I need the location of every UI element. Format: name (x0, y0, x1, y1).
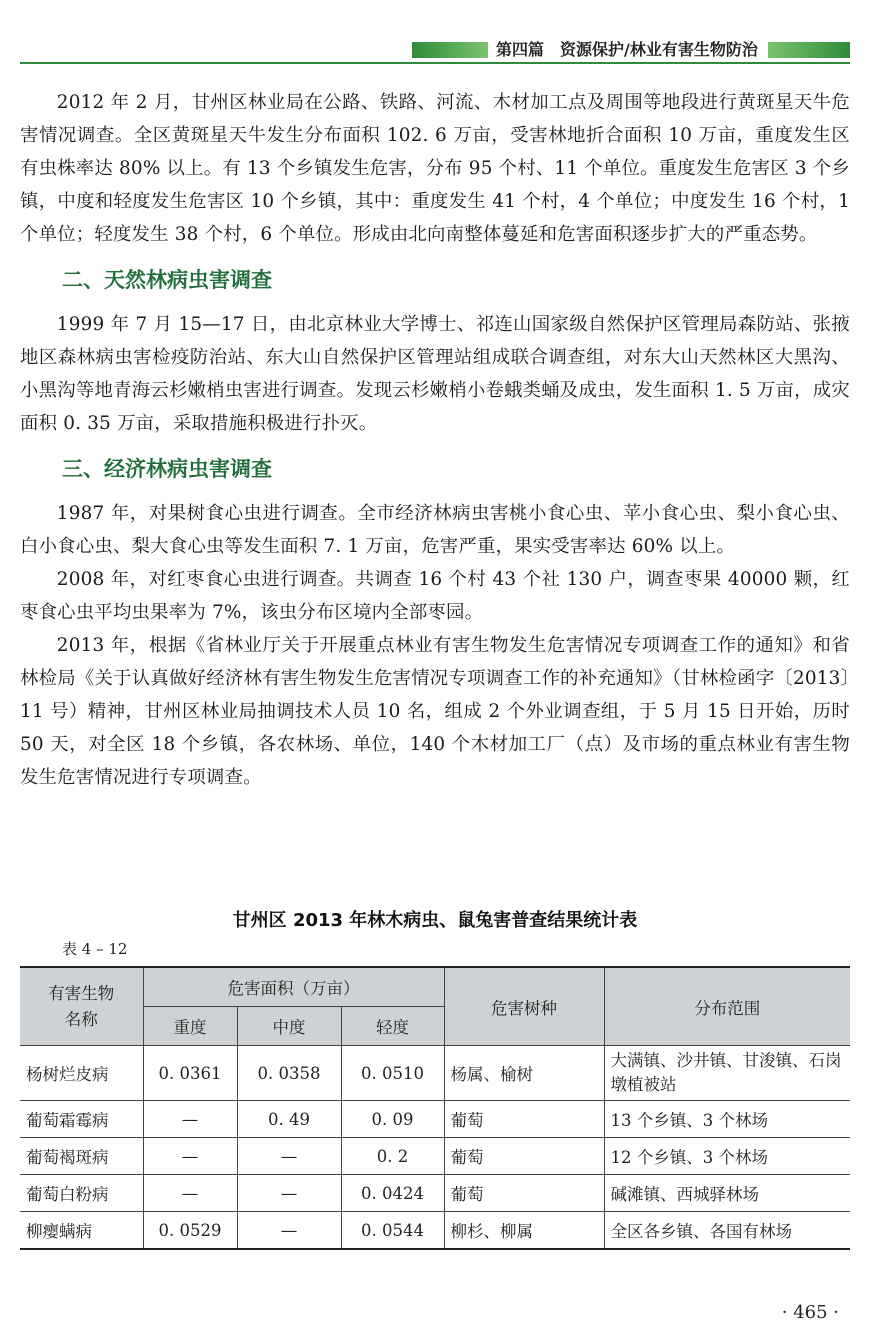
cell-light: 0. 0510 (341, 1046, 444, 1101)
header-moderate: 中度 (237, 1007, 341, 1046)
section-heading-economic-forest: 三、经济林病虫害调查 (62, 457, 272, 481)
cell-severe: — (143, 1101, 237, 1138)
cell-distribution: 碱滩镇、西城驿林场 (604, 1175, 850, 1212)
header-decor-bar-right (768, 42, 850, 58)
header-rule (20, 62, 850, 64)
cell-tree-species: 杨属、榆树 (444, 1046, 604, 1101)
cell-light: 0. 0424 (341, 1175, 444, 1212)
paragraph: 2012 年 2 月，甘州区林业局在公路、铁路、河流、木材加工点及周围等地段进行黄斑星天牛危害情况调查。全区黄斑星天牛发生分布面积 102. 6 万亩，受害林地折合面积 10 万亩，重度发生区有虫株率达 80% 以上。有 13 个乡镇发生危害，分布 95 个村、11 个单位。重度发生危害区 3 个乡镇，中度和轻度发生危害区 10 个乡镇，其中：重度发生 41 个村，4 个单位；中度发生 16 个村，1 个单位；轻度发生 38 个村，6 个单位。形成由北向南整体蔓延和危害面积逐步扩大的严重态势。 (20, 92, 850, 245)
header-light: 轻度 (341, 1007, 444, 1046)
header-decor-bar-left (412, 42, 488, 58)
cell-severe: 0. 0361 (143, 1046, 237, 1101)
cell-distribution: 全区各乡镇、各国有林场 (604, 1212, 850, 1250)
page-number: · 465 · (781, 1302, 839, 1323)
table-row (20, 1101, 850, 1138)
table-row (20, 1212, 850, 1250)
pest-survey-table (20, 966, 850, 1250)
cell-distribution: 大满镇、沙井镇、甘浚镇、石岗墩植被站 (604, 1046, 850, 1101)
header-title: 第四篇 资源保护/林业有害生物防治 (496, 40, 758, 59)
paragraph: 2013 年，根据《省林业厅关于开展重点林业有害生物发生危害情况专项调查工作的通知》和省林检局《关于认真做好经济林有害生物发生危害情况专项调查工作的补充通知》（甘林检函字〔2013〕11 号）精神，甘州区林业局抽调技术人员 10 名，组成 2 个外业调查组，于 5 月 15 日开始，历时 50 天，对全区 18 个乡镇，各农林场、单位，140 个木材加工厂（点）及市场的重点林业有害生物发生危害情况进行专项调查。 (20, 635, 850, 788)
cell-moderate: 0. 0358 (237, 1046, 341, 1101)
cell-moderate: — (237, 1212, 341, 1250)
table-title: 甘州区 2013 年林木病虫、鼠兔害普查结果统计表 (232, 910, 638, 931)
cell-severe: — (143, 1175, 237, 1212)
header-pest-name (20, 967, 143, 1046)
cell-pest-name: 葡萄褐斑病 (20, 1138, 143, 1175)
cell-distribution: 13 个乡镇、3 个林场 (604, 1101, 850, 1138)
section-heading-natural-forest: 二、天然林病虫害调查 (62, 268, 272, 292)
cell-light: 0. 09 (341, 1101, 444, 1138)
cell-light: 0. 0544 (341, 1212, 444, 1250)
header-severe: 重度 (143, 1007, 237, 1046)
table-row (20, 1175, 850, 1212)
paragraph: 1999 年 7 月 15—17 日，由北京林业大学博士、祁连山国家级自然保护区管理局森防站、张掖地区森林病虫害检疫防治站、东大山自然保护区管理站组成联合调查组，对东大山天然林区大黑沟、小黑沟等地青海云杉嫩梢虫害进行调查。发现云杉嫩梢小卷蛾类蛹及成虫，发生面积 1. 5 万亩，成灾面积 0. 35 万亩，采取措施积极进行扑灭。 (20, 314, 850, 434)
cell-tree-species: 葡萄 (444, 1101, 604, 1138)
cell-tree-species: 葡萄 (444, 1138, 604, 1175)
header-pest-name-label: 有害生物名称 (48, 983, 115, 1029)
page-content (20, 86, 850, 794)
page-header (20, 38, 850, 64)
cell-distribution: 12 个乡镇、3 个林场 (604, 1138, 850, 1175)
cell-pest-name: 葡萄霜霉病 (20, 1101, 143, 1138)
cell-severe: 0. 0529 (143, 1212, 237, 1250)
table-number: 表 4 – 12 (62, 940, 128, 958)
cell-pest-name: 杨树烂皮病 (20, 1046, 143, 1101)
cell-moderate: — (237, 1175, 341, 1212)
cell-light: 0. 2 (341, 1138, 444, 1175)
cell-severe: — (143, 1138, 237, 1175)
cell-pest-name: 柳瘿螨病 (20, 1212, 143, 1250)
cell-moderate: 0. 49 (237, 1101, 341, 1138)
paragraph: 2008 年，对红枣食心虫进行调查。共调查 16 个村 43 个社 130 户，调查枣果 40000 颗，红枣食心虫平均虫果率为 7%，该虫分布区境内全部枣园。 (20, 569, 850, 623)
header-damage-area: 危害面积（万亩） (143, 967, 444, 1007)
header-tree-species: 危害树种 (444, 967, 604, 1046)
cell-tree-species: 柳杉、柳属 (444, 1212, 604, 1250)
table-row (20, 1046, 850, 1101)
cell-tree-species: 葡萄 (444, 1175, 604, 1212)
cell-moderate: — (237, 1138, 341, 1175)
header-distribution: 分布范围 (604, 967, 850, 1046)
table-header-row (20, 967, 850, 1007)
table-row (20, 1138, 850, 1175)
paragraph: 1987 年，对果树食心虫进行调查。全市经济林病虫害桃小食心虫、苹小食心虫、梨小食心虫、白小食心虫、梨大食心虫等发生面积 7. 1 万亩，危害严重，果实受害率达 60% 以上。 (20, 503, 850, 557)
cell-pest-name: 葡萄白粉病 (20, 1175, 143, 1212)
